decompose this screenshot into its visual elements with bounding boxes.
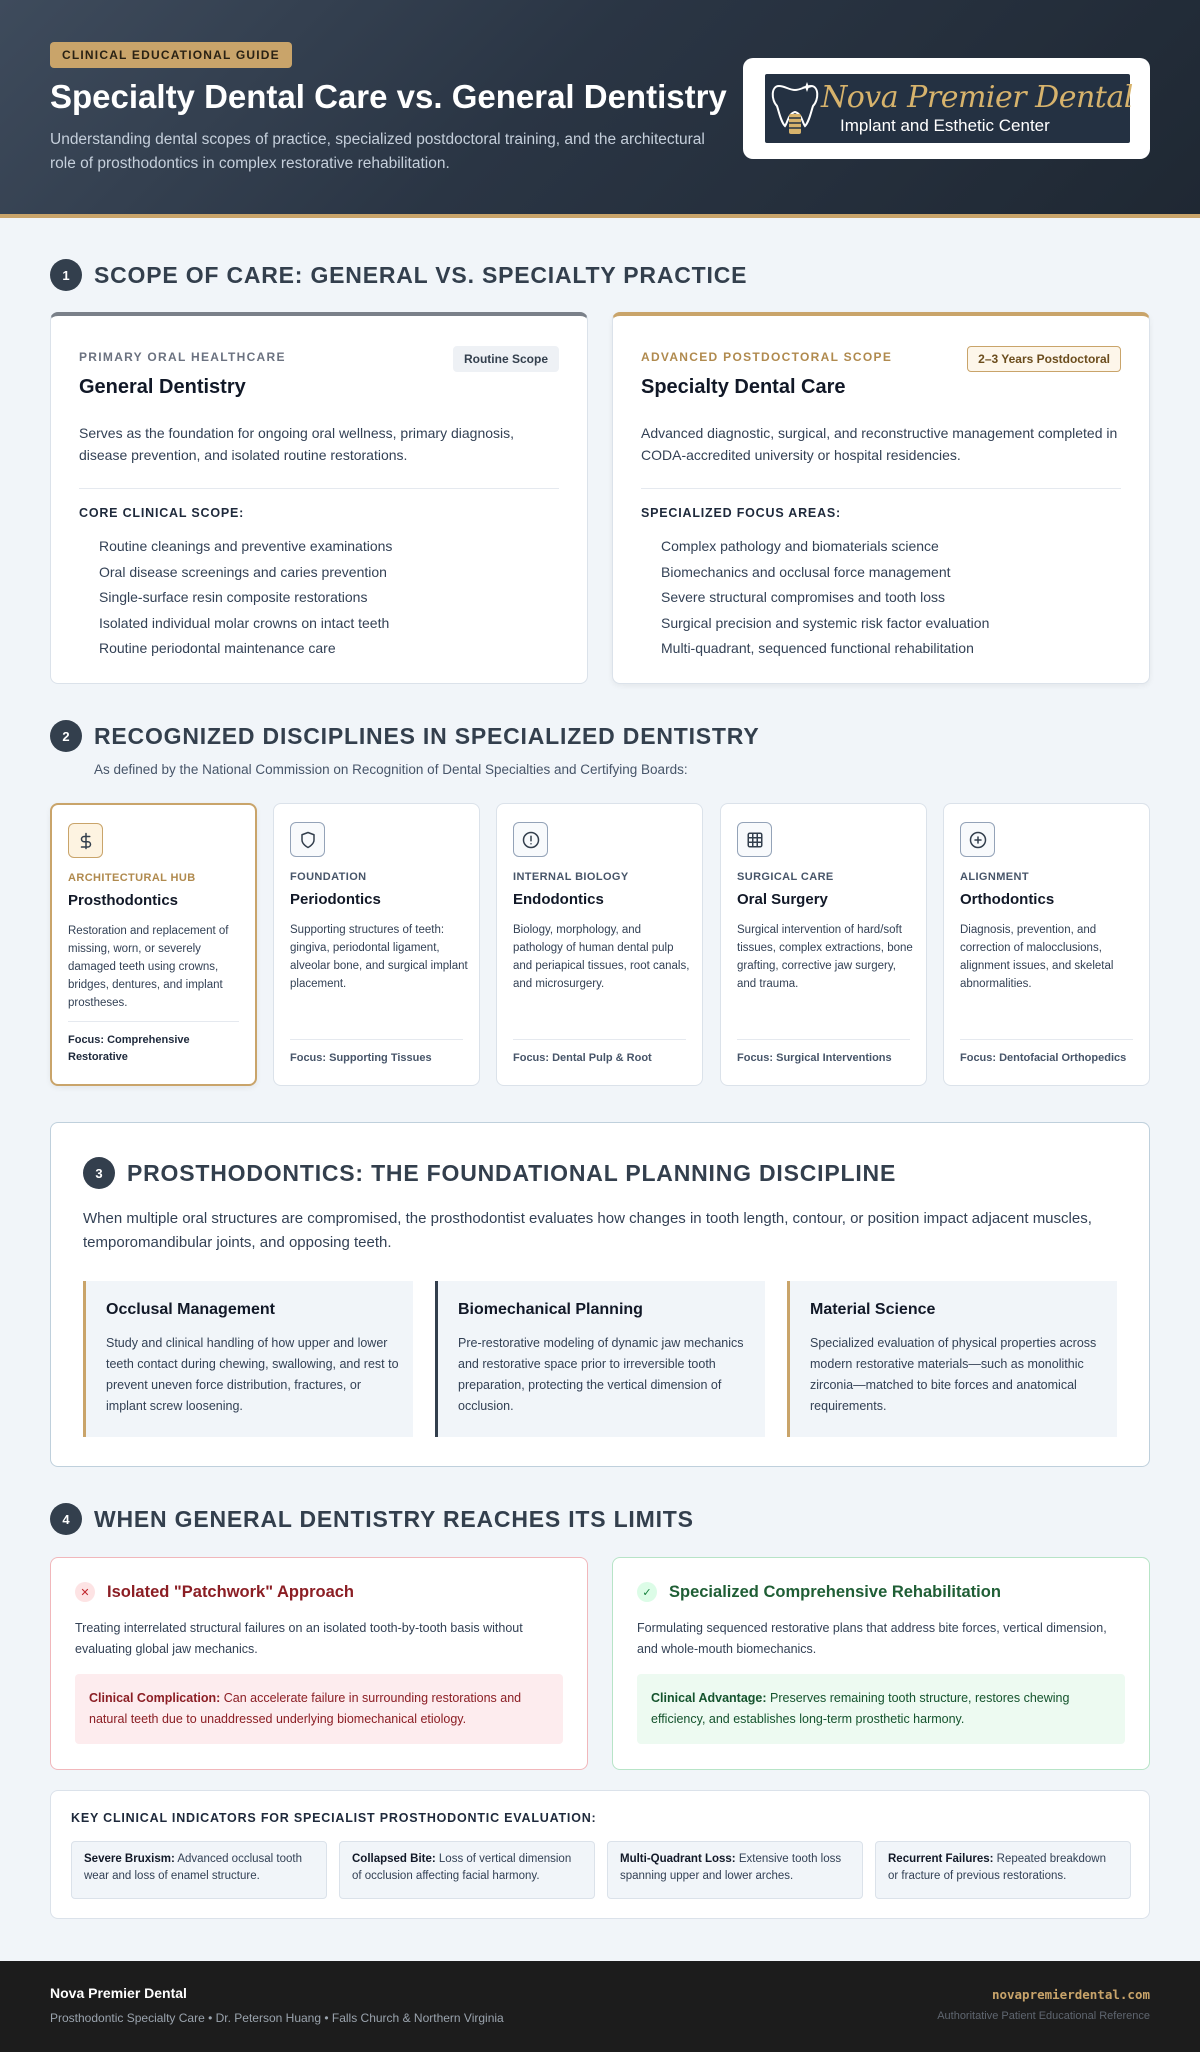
discipline-description: Supporting structures of teeth: gingiva, periodontal ligament, alveolar bone, and surgical implant placement. (290, 924, 468, 990)
section-title: SCOPE OF CARE: GENERAL VS. SPECIALTY PRACTICE (94, 261, 748, 288)
indicators-heading: KEY CLINICAL INDICATORS FOR SPECIALIST PROSTHODONTIC EVALUATION: (71, 1811, 597, 1825)
discipline-eyebrow: ALIGNMENT (960, 871, 1029, 883)
pillar-description: Specialized evaluation of physical properties across modern restorative materials—such as monolithic zirconia—matched to bite forces and anatomical requirements. (810, 1336, 1097, 1413)
list-heading: CORE CLINICAL SCOPE: (79, 506, 245, 520)
indicator-item (875, 1841, 1131, 1899)
card-description: Advanced diagnostic, surgical, and reconstructive management completed in CODA-accredited university or hospital residencies. (641, 425, 1118, 463)
discipline-focus: Focus: Comprehensive Restorative (68, 1021, 239, 1066)
page-footer (0, 1961, 1200, 2052)
patchwork-approach-card (50, 1557, 588, 1770)
pillar-biomechanical-planning (435, 1281, 765, 1437)
logo-name: Nova Premier Dental (821, 80, 1133, 115)
card-title: Specialty Dental Care (641, 376, 846, 398)
logo (765, 74, 1133, 143)
discipline-eyebrow: FOUNDATION (290, 871, 367, 883)
card-heading (75, 1582, 354, 1602)
indicator-label: Collapsed Bite: (352, 1853, 436, 1865)
indicator-text: Repeated breakdown or fracture of previous restorations. (888, 1853, 1106, 1882)
discipline-card-oral-surgery (720, 803, 927, 1086)
card-title: Isolated "Patchwork" Approach (107, 1582, 355, 1601)
scope-tag: Routine Scope (453, 346, 559, 372)
indicator-text: Advanced occlusal tooth wear and loss of enamel structure. (84, 1853, 303, 1882)
list-item: Biomechanics and occlusal force management (661, 563, 951, 580)
card-description: Serves as the foundation for ongoing oral wellness, primary diagnosis, disease prevention, and isolated routine restorations. (79, 425, 515, 463)
discipline-focus: Focus: Surgical Interventions (737, 1039, 910, 1067)
discipline-card-endodontics (496, 803, 703, 1086)
list-heading: SPECIALIZED FOCUS AREAS: (641, 506, 841, 520)
pillar-material-science (787, 1281, 1117, 1437)
logo-tagline: Implant and Esthetic Center (840, 116, 1050, 135)
indicator-text: Extensive tooth loss spanning upper and lower arches. (620, 1853, 842, 1882)
list-item: Severe structural compromises and tooth loss (661, 589, 946, 605)
plus-circle-icon (960, 822, 995, 857)
general-dentistry-card (50, 312, 588, 684)
note-label: Clinical Advantage: (651, 1691, 767, 1705)
card-title: General Dentistry (79, 376, 246, 398)
page-title: Specialty Dental Care vs. General Dentistry (50, 78, 727, 115)
discipline-title: Endodontics (513, 891, 604, 908)
page-subtitle: Understanding dental scopes of practice, specialized postdoctoral training, and the architectural role of prosthodontics in complex restorative rehabilitation. (50, 131, 705, 172)
discipline-title: Orthodontics (960, 891, 1055, 908)
discipline-description: Biology, morphology, and pathology of human dental pulp and periapical tissues, root canals, and microsurgery. (513, 924, 690, 990)
card-heading (637, 1582, 1001, 1602)
list-item: Single-surface resin composite restorations (99, 589, 368, 605)
indicator-text: Loss of vertical dimension of occlusion affecting facial harmony. (352, 1853, 572, 1882)
card-eyebrow: ADVANCED POSTDOCTORAL SCOPE (641, 350, 893, 364)
discipline-focus: Focus: Dentofacial Orthopedics (960, 1039, 1133, 1067)
section-intro: When multiple oral structures are compromised, the prosthodontist evaluates how changes in tooth length, contour, or position impact adjacent muscles, temporomandibular joints, and opposing teeth. (83, 1210, 1092, 1251)
indicator-item (339, 1841, 595, 1899)
section-2-subtitle: As defined by the National Commission on Recognition of Dental Specialties and Certifying Boards: (94, 762, 688, 777)
note-label: Clinical Complication: (89, 1691, 221, 1705)
section-number: 2 (50, 720, 82, 752)
pillar-description: Pre-restorative modeling of dynamic jaw mechanics and restorative space prior to irreversible tooth preparation, protecting the vertical dimension of occlusion. (458, 1336, 744, 1413)
section-title: PROSTHODONTICS: THE FOUNDATIONAL PLANNING DISCIPLINE (127, 1159, 897, 1186)
card-eyebrow: PRIMARY ORAL HEALTHCARE (79, 350, 286, 364)
list-item: Routine cleanings and preventive examinations (99, 538, 393, 554)
note-text: Can accelerate failure in surrounding restorations and natural teeth due to unaddressed underlying biomechanical etiology. (89, 1691, 522, 1726)
list-item: Complex pathology and biomaterials science (661, 538, 939, 554)
section-number: 3 (83, 1157, 115, 1189)
section-4-heading (50, 1503, 694, 1535)
footer-website-link[interactable]: novapremierdental.com (991, 1987, 1150, 2002)
indicator-label: Severe Bruxism: (84, 1853, 175, 1865)
section-number: 4 (50, 1503, 82, 1535)
clinical-advantage-note (637, 1674, 1125, 1744)
indicator-item (71, 1841, 327, 1899)
x-icon: ✕ (75, 1582, 95, 1602)
discipline-eyebrow: SURGICAL CARE (737, 871, 834, 883)
discipline-eyebrow: ARCHITECTURAL HUB (68, 872, 196, 884)
pillar-title: Occlusal Management (106, 1301, 275, 1318)
discipline-card-periodontics (273, 803, 480, 1086)
discipline-card-prosthodontics (50, 803, 257, 1086)
divider (79, 488, 559, 489)
pillar-description: Study and clinical handling of how upper and lower teeth contact during chewing, swallowing, and rest to prevent uneven force distribution, fractures, or implant screw loosening. (106, 1336, 399, 1413)
discipline-title: Periodontics (290, 891, 381, 908)
dollar-icon (68, 823, 103, 858)
prosthodontics-section (50, 1122, 1150, 1467)
discipline-focus: Focus: Supporting Tissues (290, 1039, 463, 1067)
list-item: Multi-quadrant, sequenced functional rehabilitation (661, 640, 974, 656)
card-description: Treating interrelated structural failures on an isolated tooth-by-tooth basis without evaluating global jaw mechanics. (75, 1621, 523, 1656)
discipline-title: Oral Surgery (737, 891, 828, 908)
focus-list (661, 534, 989, 662)
section-number: 1 (50, 259, 82, 291)
scope-tag: 2–3 Years Postdoctoral (967, 346, 1121, 372)
section-title: RECOGNIZED DISCIPLINES IN SPECIALIZED DENTISTRY (94, 722, 760, 749)
note-text: Preserves remaining tooth structure, restores chewing efficiency, and establishes long-term prosthetic harmony. (651, 1691, 1070, 1726)
card-title: Specialized Comprehensive Rehabilitation (669, 1582, 1001, 1601)
grid-icon (737, 822, 772, 857)
section-1-heading (50, 259, 747, 291)
comprehensive-rehab-card (612, 1557, 1150, 1770)
indicator-label: Multi-Quadrant Loss: (620, 1853, 736, 1865)
card-description: Formulating sequenced restorative plans that address bite forces, vertical dimension, and whole-mouth biomechanics. (637, 1621, 1107, 1656)
logo-card (743, 58, 1150, 159)
scope-list (99, 534, 392, 662)
indicator-item (607, 1841, 863, 1899)
clinical-complication-note (75, 1674, 563, 1744)
discipline-focus: Focus: Dental Pulp & Root (513, 1039, 686, 1067)
section-3-heading (83, 1157, 896, 1189)
section-2-heading (50, 720, 759, 752)
guide-badge: CLINICAL EDUCATIONAL GUIDE (50, 42, 292, 68)
discipline-title: Prosthodontics (68, 892, 179, 909)
tooth-implant-icon (767, 78, 823, 138)
discipline-description: Surgical intervention of hard/soft tissues, complex extractions, bone grafting, corrective jaw surgery, and trauma. (737, 924, 913, 990)
indicator-label: Recurrent Failures: (888, 1853, 994, 1865)
discipline-description: Diagnosis, prevention, and correction of malocclusions, alignment issues, and skeletal abnormalities. (960, 924, 1114, 990)
specialty-care-card (612, 312, 1150, 684)
list-item: Surgical precision and systemic risk factor evaluation (661, 614, 990, 631)
discipline-description: Restoration and replacement of missing, worn, or severely damaged teeth using crowns, bridges, dentures, and implant prostheses. (68, 925, 229, 1009)
discipline-eyebrow: INTERNAL BIOLOGY (513, 871, 629, 883)
alert-circle-icon (513, 822, 548, 857)
discipline-card-orthodontics (943, 803, 1150, 1086)
footer-practice-name: Nova Premier Dental (50, 1985, 187, 2001)
pillar-title: Material Science (810, 1301, 936, 1318)
footer-reference-note: Authoritative Patient Educational Reference (937, 2010, 1150, 2022)
check-icon: ✓ (637, 1582, 657, 1602)
divider (641, 488, 1121, 489)
list-item: Isolated individual molar crowns on intact teeth (99, 614, 390, 631)
page-header (0, 0, 1200, 218)
list-item: Routine periodontal maintenance care (99, 640, 336, 656)
clinical-indicators-panel (50, 1790, 1150, 1919)
pillar-title: Biomechanical Planning (458, 1301, 643, 1318)
shield-icon (290, 822, 325, 857)
list-item: Oral disease screenings and caries prevention (99, 563, 387, 580)
section-title: WHEN GENERAL DENTISTRY REACHES ITS LIMITS (94, 1505, 694, 1532)
footer-subline: Prosthodontic Specialty Care • Dr. Peterson Huang • Falls Church & Northern Virginia (50, 2011, 504, 2025)
pillar-occlusal-management (83, 1281, 413, 1437)
